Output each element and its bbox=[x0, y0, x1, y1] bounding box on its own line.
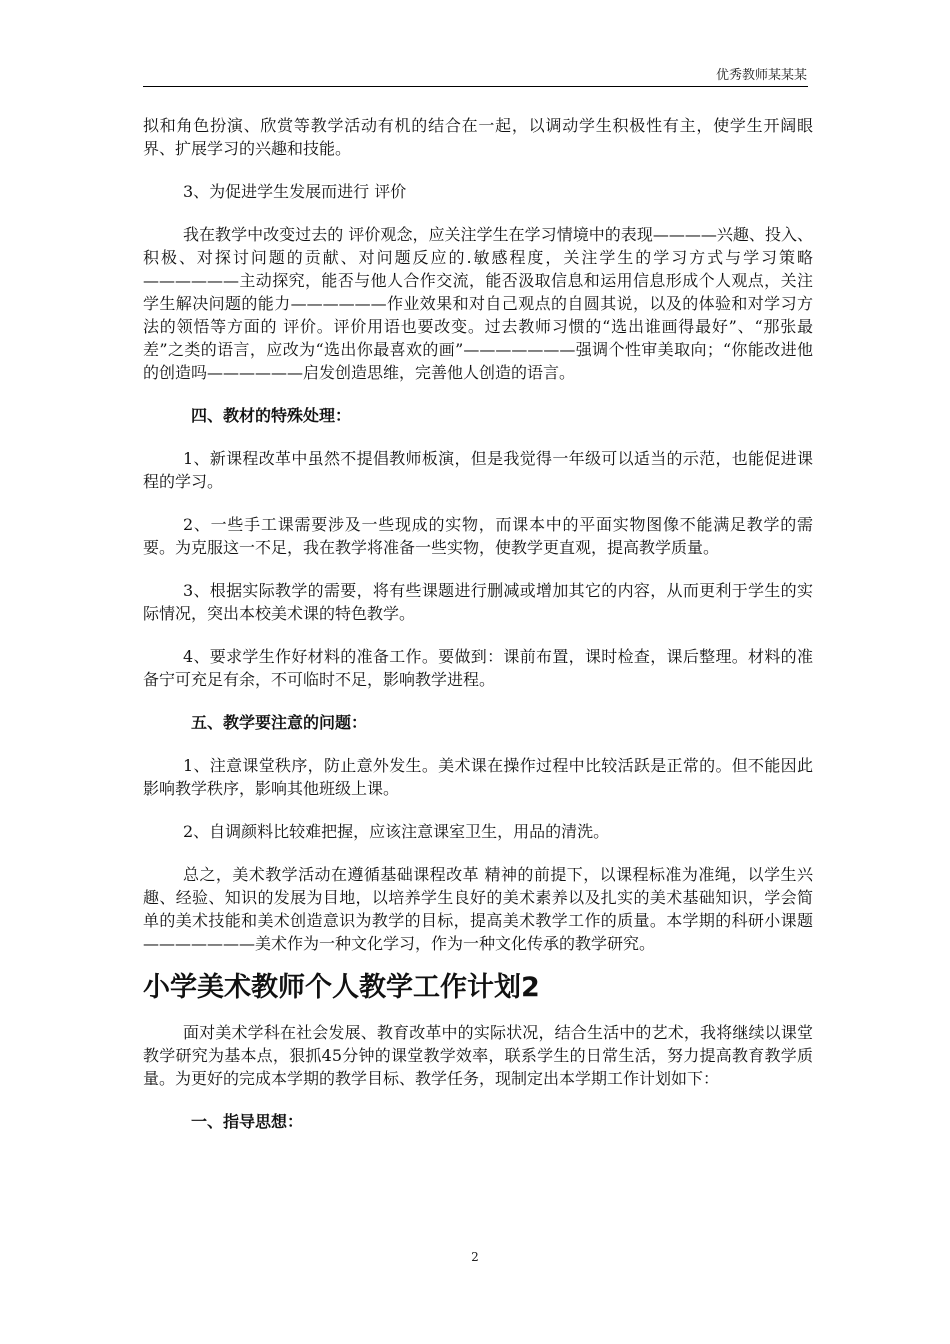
paragraph: 3、为促进学生发展而进行 评价 bbox=[183, 182, 407, 201]
section-heading: 五、教学要注意的问题： bbox=[191, 713, 368, 732]
section-heading: 一、指导思想： bbox=[191, 1112, 304, 1131]
paragraph: 面对美术学科在社会发展、教育改革中的实际状况，结合生活中的艺术，我将继续以课堂教学研究为基本点，狠抓45分钟的课堂教学效率，联系学生的日常生活，努力提高教育教学质量。为更好的完成本学期的教学目标、教学任务，现制定出本学期工作计划如下： bbox=[143, 1023, 813, 1088]
paragraph: 拟和角色扮演、欣赏等教学活动有机的结合在一起，以调动学生积极性有主，使学生开阔眼界、扩展学习的兴趣和技能。 bbox=[143, 116, 813, 158]
header-rule bbox=[143, 86, 808, 87]
header-author: 优秀教师某某某 bbox=[715, 68, 807, 83]
paragraph: 2、一些手工课需要涉及一些现成的实物，而课本中的平面实物图像不能满足教学的需要。为克服这一不足，我在教学将准备一些实物，使教学更直观，提高教学质量。 bbox=[143, 515, 813, 557]
paragraph: 3、根据实际教学的需要，将有些课题进行删减或增加其它的内容，从而更利于学生的实际情况，突出本校美术课的特色教学。 bbox=[143, 581, 813, 623]
paragraph: 2、自调颜料比较难把握，应该注意课室卫生，用品的清洗。 bbox=[183, 822, 610, 841]
paragraph: 我在教学中改变过去的 评价观念，应关注学生在学习情境中的表现————兴趣、投入、积极、对探讨问题的贡献、对问题反应的.敏感程度，关注学生的学习方式与学习策略——————主动探究，能否与他人合作交流，能否汲取信息和运用信息形成个人观点，关注学生解决问题的能力——————作业效果和对自己观点的自圆其说，以及的体验和对学习方法的领悟等方面的 评价。评价用语也要改变。过去教师习惯的“选出谁画得最好”、“那张最差”之类的语言，应改为“选出你最喜欢的画”———————强调个性审美取向；“你能改进他的创造吗——————启发创造思维，完善他人创造的语言。 bbox=[143, 225, 813, 382]
paragraph: 1、新课程改革中虽然不提倡教师板演，但是我觉得一年级可以适当的示范，也能促进课程的学习。 bbox=[143, 449, 813, 491]
section-heading: 四、教材的特殊处理： bbox=[191, 406, 352, 425]
page-number: 2 bbox=[471, 1250, 479, 1264]
paragraph: 4、要求学生作好材料的准备工作。要做到：课前布置，课时检查，课后整理。材料的准备宁可充足有余，不可临时不足，影响教学进程。 bbox=[143, 647, 813, 689]
document-title: 小学美术教师个人教学工作计划2 bbox=[143, 972, 540, 1003]
document-body bbox=[143, 114, 813, 1133]
paragraph: 1、注意课堂秩序，防止意外发生。美术课在操作过程中比较活跃是正常的。但不能因此影响教学秩序，影响其他班级上课。 bbox=[143, 756, 813, 798]
paragraph: 总之，美术教学活动在遵循基础课程改革 精神的前提下，以课程标准为准绳，以学生兴趣、经验、知识的发展为目地，以培养学生良好的美术素养以及扎实的美术基础知识，学会简单的美术技能和美术创造意识为教学的目标，提高美术教学工作的质量。本学期的科研小课题———————美术作为一种文化学习，作为一种文化传承的教学研究。 bbox=[143, 865, 813, 953]
